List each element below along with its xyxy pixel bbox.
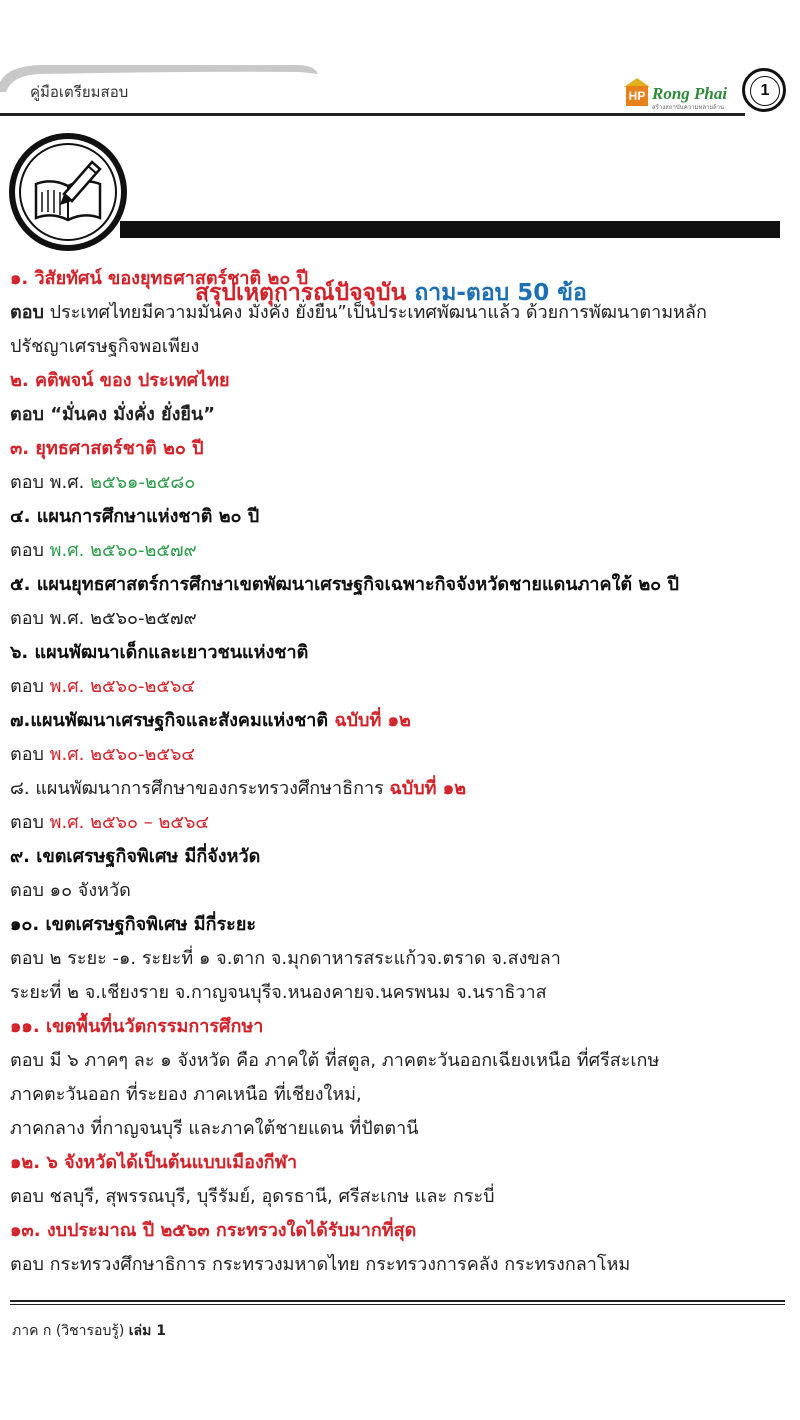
answer-7 [10,738,790,772]
footer-volume: เล่ม 1 [128,1323,166,1339]
page-number: 1 [750,76,780,106]
answer-3-value: ๒๕๖๑-๒๕๘๐ [90,472,196,493]
question-8-main: ๘. แผนพัฒนาการศึกษาของกระทรวงศึกษาธิการ [10,778,390,799]
answer-1-text: ประเทศไทยมีความมั่นคง มั่งคั่ง ยั่งยืน”เป็นประเทศพัฒนาแล้ว ด้วยการพัฒนาตามหลัก [43,302,707,323]
question-13: ๑๓. งบประมาณ ปี ๒๕๖๓ กระทรวงใดได้รับมากที่สุด [10,1220,417,1241]
title-part-1: สรุปเหตุการณ์ปัจจุบัน [195,280,407,306]
answer-11-line-2: ภาคตะวันออก ที่ระยอง ภาคเหนือ ที่เชียงใหม่, [10,1084,362,1105]
logo-mark: HP [626,86,648,106]
answer-10-line-1: ตอบ ๒ ระยะ -๑. ระยะที่ ๑ จ.ตาก จ.มุกดาหารสระแก้วจ.ตราด จ.สงขลา [10,948,561,969]
question-5: ๕. แผนยุทธศาสตร์การศึกษาเขตพัฒนาเศรษฐกิจเฉพาะกิจจังหวัดชายแดนภาคใต้ ๒๐ ปี [10,574,679,595]
question-12: ๑๒. ๖ จังหวัดได้เป็นต้นแบบเมืองกีฬา [10,1152,298,1173]
answer-8-prefix: ตอบ [10,812,50,833]
question-11: ๑๑. เขตพื้นที่นวัตกรรมการศึกษา [10,1016,264,1037]
answer-3 [10,466,790,500]
qa-content [10,262,790,1282]
question-1: ๑. วิสัยทัศน์ ของยุทธศาสตร์ชาติ ๒๐ ปี [10,268,309,289]
answer-6-value: พ.ศ. ๒๕๖๐-๒๕๖๔ [49,676,196,697]
answer-7-value: พ.ศ. ๒๕๖๐-๒๕๖๔ [49,744,196,765]
answer-2: ตอบ “มั่นคง มั่งคั่ง ยั่งยืน” [10,404,216,425]
page-footer [12,1320,166,1342]
answer-6-prefix: ตอบ [10,676,50,697]
answer-11-line-3: ภาคกลาง ที่กาญจนบุรี และภาคใต้ชายแดน ที่ปัตตานี [10,1118,419,1139]
answer-6 [10,670,790,704]
question-8-edition: ฉบับที่ ๑๒ [389,778,467,799]
logo-subtext: สร้างสถาบันความหลายล้าน [652,104,725,111]
question-7-edition: ฉบับที่ ๑๒ [334,710,411,731]
book-pencil-icon [8,132,128,252]
question-2: ๒. คติพจน์ ของ ประเทศไทย [10,370,230,391]
answer-10-line-2: ระยะที่ ๒ จ.เชียงราย จ.กาญจนบุรีจ.หนองคายจ.นครพนม จ.นราธิวาส [10,982,547,1003]
answer-7-prefix: ตอบ [10,744,50,765]
title-part-2: ถาม-ตอบ 50 ข้อ [414,280,587,306]
question-9: ๙. เขตเศรษฐกิจพิเศษ มีกี่จังหวัด [10,846,261,867]
answer-3-prefix: ตอบ พ.ศ. [10,472,91,493]
answer-1-prefix: ตอบ [10,302,44,323]
question-10: ๑๐. เขตเศรษฐกิจพิเศษ มีกี่ระยะ [10,914,257,935]
logo-text: Rong Phai [652,84,728,103]
answer-8-value: พ.ศ. ๒๕๖๐ – ๒๕๖๔ [49,812,209,833]
answer-4 [10,534,790,568]
rongphai-logo [622,78,752,111]
answer-9: ตอบ ๑๐ จังหวัด [10,880,131,901]
header-rule [0,113,745,116]
footer-rule-thin [10,1304,785,1305]
answer-12: ตอบ ชลบุรี, สุพรรณบุรี, บุรีรัมย์, อุดรธานี, ศรีสะเกษ และ กระบี่ [10,1186,495,1207]
answer-5: ตอบ พ.ศ. ๒๕๖๐-๒๕๗๙ [10,608,197,629]
answer-13: ตอบ กระทรวงศึกษาธิการ กระทรวงมหาดไทย กระทรวงการคลัง กระทรงกลาโหม [10,1254,631,1275]
page-header [0,0,800,125]
question-6: ๖. แผนพัฒนาเด็กและเยาวชนแห่งชาติ [10,642,309,663]
answer-11-line-1: ตอบ มี ๖ ภาคๆ ละ ๑ จังหวัด คือ ภาคใต้ ที่สตูล, ภาคตะวันออกเฉียงเหนือ ที่ศรีสะเกษ [10,1050,660,1071]
page-number-badge [742,68,786,112]
question-7-main: ๗.แผนพัฒนาเศรษฐกิจและสังคมแห่งชาติ [10,710,335,731]
question-3: ๓. ยุทธศาสตร์ชาติ ๒๐ ปี [10,438,204,459]
header-label: คู่มือเตรียมสอบ [30,83,129,101]
answer-4-value: พ.ศ. ๒๕๖๐-๒๕๗๙ [49,540,197,561]
answer-4-prefix: ตอบ [10,540,50,561]
answer-1-continued: ปรัชญาเศรษฐกิจพอเพียง [10,336,200,357]
footer-rule [10,1300,785,1302]
question-4: ๔. แผนการศึกษาแห่งชาติ ๒๐ ปี [10,506,260,527]
footer-text: ภาค ก (วิชารอบรู้) [12,1323,129,1339]
question-7 [10,704,790,738]
answer-1 [10,296,790,330]
question-8 [10,772,790,806]
answer-8 [10,806,790,840]
